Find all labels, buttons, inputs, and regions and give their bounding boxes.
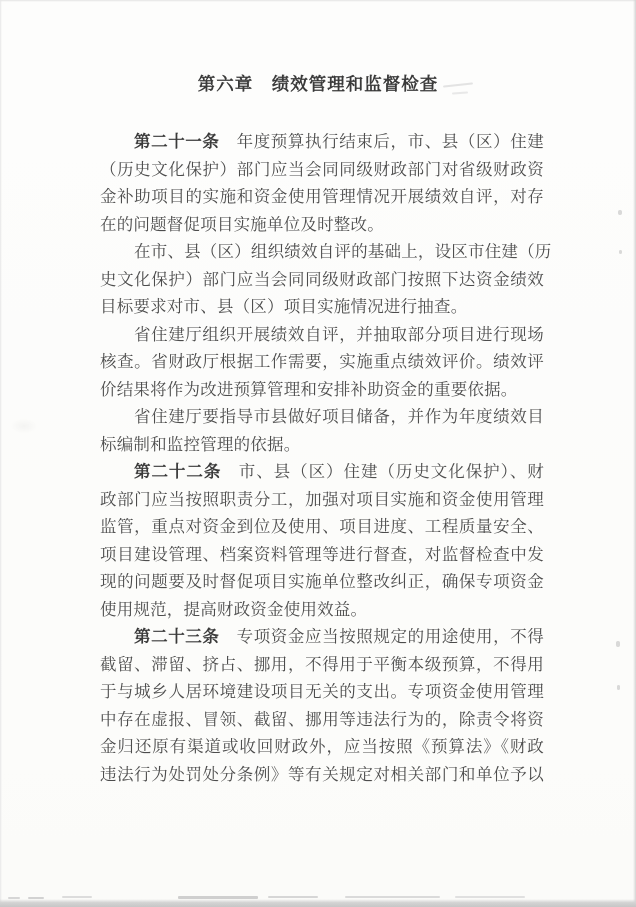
scan-speck xyxy=(617,685,620,690)
text-line: 第二十一条 年度预算执行结束后，市、县（区）住建 xyxy=(134,132,544,151)
article-number: 第二十二条 xyxy=(134,462,222,481)
scan-shadow-bottom xyxy=(0,899,636,907)
text-line: 政部门应当按照职责分工，加强对项目实施和资金使用管理 xyxy=(100,489,544,509)
text-line: 中存在虚报、冒领、截留、挪用等违法行为的，除责令将资 xyxy=(100,709,544,729)
scan-shadow-top xyxy=(0,0,636,2)
text-line: 标编制和监控管理的依据。 xyxy=(100,434,301,454)
chapter-title: 第六章 绩效管理和监督检查 xyxy=(197,74,439,94)
text-line: 现的问题要及时督促项目实施单位整改纠正，确保专项资金 xyxy=(100,572,544,591)
scan-speck xyxy=(619,250,622,254)
text-line: 省住建厅要指导市县做好项目储备，并作为年度绩效目 xyxy=(134,407,544,426)
text-line: 使用规范，提高财政资金使用效益。 xyxy=(100,599,368,619)
scan-smudge xyxy=(8,897,20,899)
scan-noise xyxy=(10,418,38,434)
text-line: 核查。省财政厅根据工作需要，实施重点绩效评价。绩效评 xyxy=(100,352,544,371)
text-line: 第二十三条 专项资金应当按照规定的用途使用，不得 xyxy=(134,627,544,646)
scan-smudge xyxy=(62,896,92,898)
text-line: 价结果将作为改进预算管理和安排补助资金的重要依据。 xyxy=(100,379,518,399)
article-number: 第二十一条 xyxy=(134,132,220,151)
text-line: 违法行为处罚处分条例》等有关规定对相关部门和单位予以 xyxy=(100,764,544,784)
scan-smudge xyxy=(28,897,44,899)
text-line: 在市、县（区）组织绩效自评的基础上，设区市住建（历 xyxy=(134,242,552,261)
text-line: 目标要求对市、县（区）项目实施情况进行抽查。 xyxy=(100,297,468,316)
text-line: 于与城乡人居环境建设项目无关的支出。专项资金使用管理 xyxy=(100,682,544,701)
scan-smudge xyxy=(268,896,318,898)
text-line: 金归还原有渠道或收回财政外，应当按照《预算法》《财政 xyxy=(100,737,544,756)
article-number: 第二十三条 xyxy=(134,627,220,646)
document-body xyxy=(100,128,552,788)
text-line: 金补助项目的实施和资金使用管理情况开展绩效自评，对存 xyxy=(100,187,544,206)
text-line: 省住建厅组织开展绩效自评，并抽取部分项目进行现场 xyxy=(134,324,544,344)
scan-speck xyxy=(616,641,620,647)
text-line: 监管，重点对资金到位及使用、项目进度、工程质量安全、 xyxy=(100,517,544,536)
text-line: 第二十二条 市、县（区）住建（历史文化保护）、财 xyxy=(134,462,544,481)
text-line: 在的问题督促项目实施单位及时整改。 xyxy=(100,214,384,234)
scan-smudge xyxy=(178,896,258,899)
text-line: 史文化保护）部门应当会同同级财政部门按照下达资金绩效 xyxy=(100,269,544,289)
scan-shadow-left xyxy=(0,0,2,907)
text-line: 截留、滞留、挤占、挪用，不得用于平衡本级预算，不得用 xyxy=(100,654,544,674)
text-line: （历史文化保护）部门应当会同同级财政部门对省级财政资 xyxy=(100,159,544,179)
scan-speck xyxy=(618,210,622,215)
text-line: 项目建设管理、档案资料管理等进行督查，对监督检查中发 xyxy=(100,544,544,564)
scan-smudge xyxy=(455,896,525,898)
scan-smudge xyxy=(345,896,440,898)
